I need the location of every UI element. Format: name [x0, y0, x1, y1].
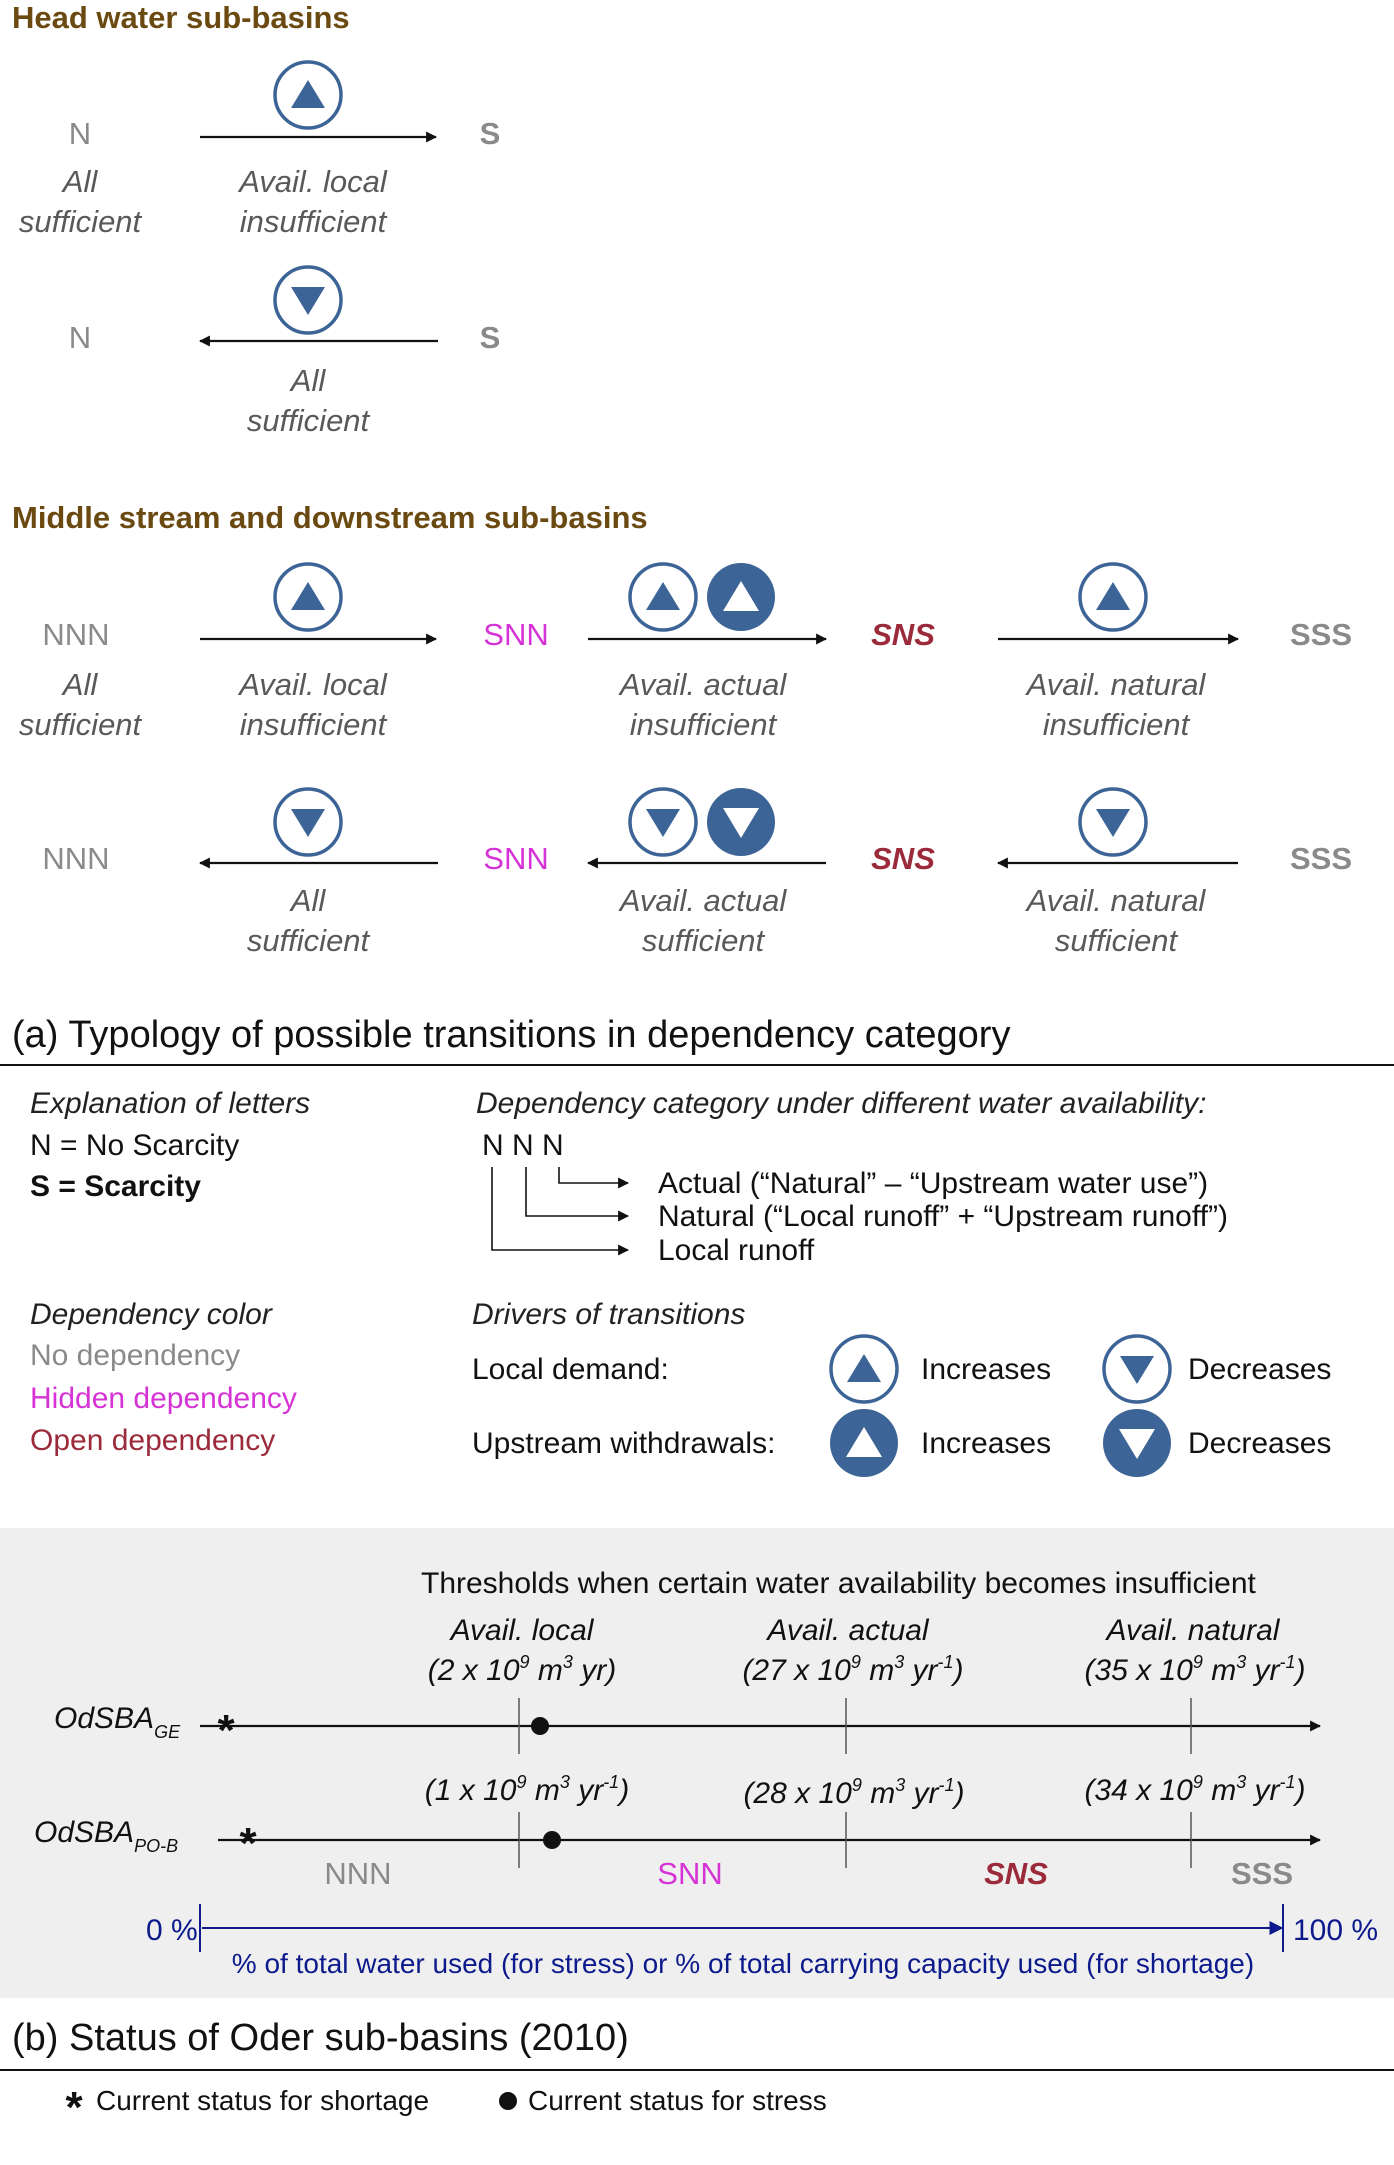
row1-value-natural: (35 x $10^9$ $m^3$ $yr^{-1}$) [1084, 1652, 1306, 1687]
legend-color-none: No dependency [30, 1339, 241, 1372]
legend-dep-actual: Actual (“Natural” – “Upstream water use”) [658, 1167, 1209, 1200]
status-cat-sss: SSS [1230, 1856, 1294, 1891]
legend-letters-title: Explanation of letters [30, 1087, 311, 1120]
caption-a: (a) Typology of possible transitions in dependency category [12, 1014, 1011, 1056]
row2-value-natural: (34 x $10^9$ $m^3$ $yr^{-1}$) [1084, 1772, 1306, 1807]
status-col-actual: Avail. actual [767, 1614, 929, 1647]
headwater-left-label-2: sufficient [18, 204, 142, 239]
mid-down-label-1: All [290, 883, 326, 918]
mid-code-nnn: NNN [42, 617, 110, 652]
mid-down-code-snn: SNN [483, 841, 549, 876]
mid-code-sss: SSS [1289, 617, 1353, 652]
triangle-up-circle-icon [275, 564, 341, 630]
headwater-up-label-2: insufficient [239, 204, 387, 239]
caption-b: (b) Status of Oder sub-basins (2010) [12, 2017, 629, 2059]
row2-name: OdSBA$_{PO-B}$ [34, 1816, 179, 1856]
asterisk-icon: * [217, 1706, 235, 1755]
triangle-up-circle-icon [831, 1336, 897, 1402]
triangle-up-filled-circle-icon [830, 1409, 898, 1477]
mid-code-snn: SNN [483, 617, 549, 652]
mid-up-label-1b: insufficient [239, 707, 387, 742]
row1-value-actual: (27 x $10^9$ $m^3$ $yr^{-1}$) [742, 1652, 964, 1687]
axis-start-label: 0 % [146, 1914, 198, 1947]
legend-upstream-decreases: Decreases [1188, 1427, 1332, 1460]
triangle-up-circle-icon [275, 62, 341, 128]
headwater-down-label: All [290, 363, 326, 398]
mid-down-code-nnn: NNN [42, 841, 110, 876]
footer-shortage: Current status for shortage [96, 2085, 430, 2116]
status-col-local: Avail. local [450, 1614, 594, 1647]
legend-bracket-actual [559, 1167, 628, 1183]
mid-code-sns: SNS [871, 617, 935, 652]
axis-label: % of total water used (for stress) or % of total carrying capacity used (for shortage) [231, 1948, 1255, 1979]
headwater-up-label: Avail. local [239, 164, 387, 199]
row2-value-actual: (28 x $10^9$ $m^3$ $yr^{-1}$) [743, 1775, 965, 1810]
status-cat-nnn: NNN [324, 1856, 392, 1891]
legend-letter-s: S = Scarcity [30, 1170, 201, 1203]
row1-name: OdSBA$_{GE}$ [54, 1702, 181, 1742]
legend-letter-n: N = No Scarcity [30, 1129, 240, 1162]
triangle-up-circle-icon [630, 564, 696, 630]
mid-down-label-2: Avail. actual [619, 883, 787, 918]
headwater-down-label-2: sufficient [246, 403, 370, 438]
asterisk-icon: * [239, 1819, 257, 1868]
headwater-title: Head water sub-basins [12, 0, 350, 35]
row2-value-local: (1 x $10^9$ $m^3$ $yr^{-1}$) [424, 1772, 630, 1807]
mid-down-code-sss: SSS [1289, 841, 1353, 876]
legend-dep-code: N N N [482, 1129, 564, 1162]
mid-up-label-3: Avail. natural [1026, 667, 1206, 702]
legend-color-open: Open dependency [30, 1424, 276, 1457]
mid-up-label-1: Avail. local [239, 667, 387, 702]
triangle-up-circle-icon [1080, 564, 1146, 630]
headwater-left-code: N [68, 116, 92, 151]
legend-color-title: Dependency color [30, 1298, 272, 1331]
status-header: Thresholds when certain water availability becomes insufficient [421, 1567, 1256, 1600]
triangle-down-circle-icon [275, 789, 341, 855]
triangle-down-filled-circle-icon [1103, 1409, 1171, 1477]
triangle-down-circle-icon [1104, 1336, 1170, 1402]
headwater-right-code: S [479, 116, 501, 151]
axis-end-label: 100 % [1293, 1914, 1379, 1947]
mid-down-label-3b: sufficient [1054, 923, 1178, 958]
mid-down-label-3: Avail. natural [1026, 883, 1206, 918]
dot-icon [499, 2092, 517, 2110]
triangle-down-circle-icon [630, 789, 696, 855]
legend-bracket-natural [526, 1167, 628, 1216]
legend-local-increases: Increases [921, 1353, 1052, 1386]
status-col-natural: Avail. natural [1106, 1614, 1280, 1647]
triangle-down-circle-icon [275, 267, 341, 333]
legend-color-hidden: Hidden dependency [30, 1382, 297, 1415]
legend-driver-local: Local demand: [472, 1353, 669, 1386]
dot-icon [543, 1831, 561, 1849]
mid-up-label-2b: insufficient [629, 707, 777, 742]
triangle-down-circle-icon [1080, 789, 1146, 855]
mid-left-label: All [62, 667, 98, 702]
midstream-title: Middle stream and downstream sub-basins [12, 500, 648, 535]
mid-down-label-2b: sufficient [641, 923, 765, 958]
headwater-down-right-code: S [479, 320, 501, 355]
asterisk-icon: * [65, 2083, 83, 2132]
dot-icon [531, 1717, 549, 1735]
status-cat-sns: SNS [984, 1856, 1048, 1891]
legend-driver-upstream: Upstream withdrawals: [472, 1427, 776, 1460]
footer-stress: Current status for stress [528, 2085, 827, 2116]
legend-local-decreases: Decreases [1188, 1353, 1332, 1386]
triangle-up-filled-circle-icon [707, 563, 775, 631]
mid-up-label-3b: insufficient [1042, 707, 1190, 742]
legend-drivers-title: Drivers of transitions [472, 1298, 746, 1331]
headwater-down-left-code: N [68, 320, 92, 355]
legend-dep-title: Dependency category under different water availability: [476, 1087, 1207, 1120]
legend-dep-local: Local runoff [658, 1234, 815, 1267]
headwater-left-label: All [62, 164, 98, 199]
row1-value-local: (2 x $10^9$ $m^3$ yr) [427, 1652, 617, 1687]
legend-bracket-local [492, 1167, 628, 1250]
status-cat-snn: SNN [657, 1856, 723, 1891]
legend-upstream-increases: Increases [921, 1427, 1052, 1460]
triangle-down-filled-circle-icon [707, 788, 775, 856]
mid-down-label-1b: sufficient [246, 923, 370, 958]
mid-up-label-2: Avail. actual [619, 667, 787, 702]
legend-dep-natural: Natural (“Local runoff” + “Upstream runoff”) [658, 1200, 1228, 1233]
mid-down-code-sns: SNS [871, 841, 935, 876]
mid-left-label-2: sufficient [18, 707, 142, 742]
